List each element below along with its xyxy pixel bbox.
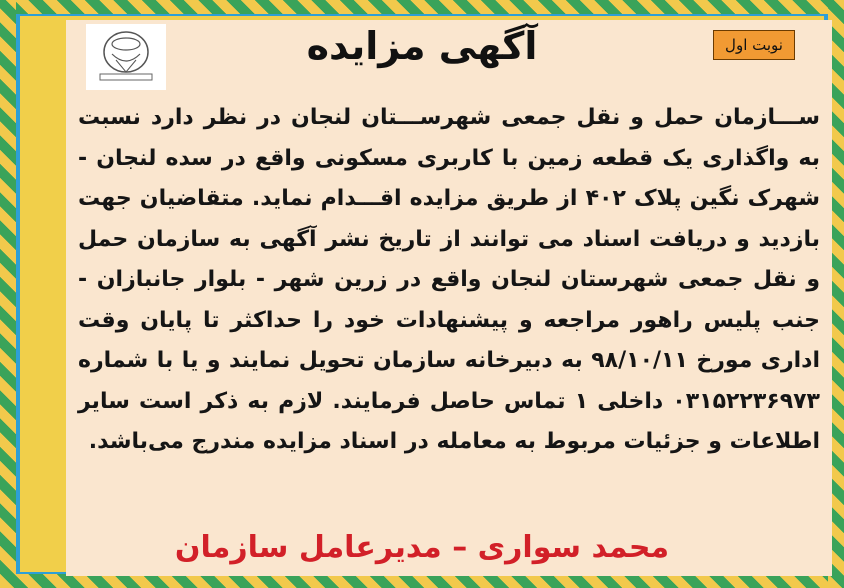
ad-body-text: ســـازمان حمل و نقل جمعی شهرســـتان لنجان در نظر دارد نسبت به واگذاری یک قطعه زمین با کاربری مسکونی واقع در سده لنجان - شهرک نگین پلاک ۴۰۲ از طریق مزایده اقـــدام نماید. متقاضیان جهت بازدید و دریافت اسناد می توانند از تاریخ نشر آگهی به سازمان حمل و نقل جمعی شهرستان لنجان واقع در زرین شهر - بلوار جانبازان - جنب پلیس راهور مراجعه و پیشنهادات خود را حداکثر تا پایان وقت اداری مورخ ۹۸/۱۰/۱۱ به دبیرخانه سازمان تحویل نمایند و یا با شماره ۰۳۱۵۲۲۳۶۹۷۳ داخلی ۱ تماس حاصل فرمایند. لازم به ذکر است سایر اطلاعات و جزئیات مربوط به معامله در اسناد مزایده مندرج می‌باشد.: [78, 105, 821, 454]
decorative-border-bottom: [0, 574, 844, 588]
decorative-border-top: [0, 0, 844, 14]
page-title: آگهی مزایده: [306, 24, 538, 68]
publication-round-badge: نوبت اول: [713, 30, 795, 60]
signature-line: محمد سواری – مدیرعامل سازمان: [174, 530, 670, 565]
decorative-border-left: [0, 0, 16, 588]
